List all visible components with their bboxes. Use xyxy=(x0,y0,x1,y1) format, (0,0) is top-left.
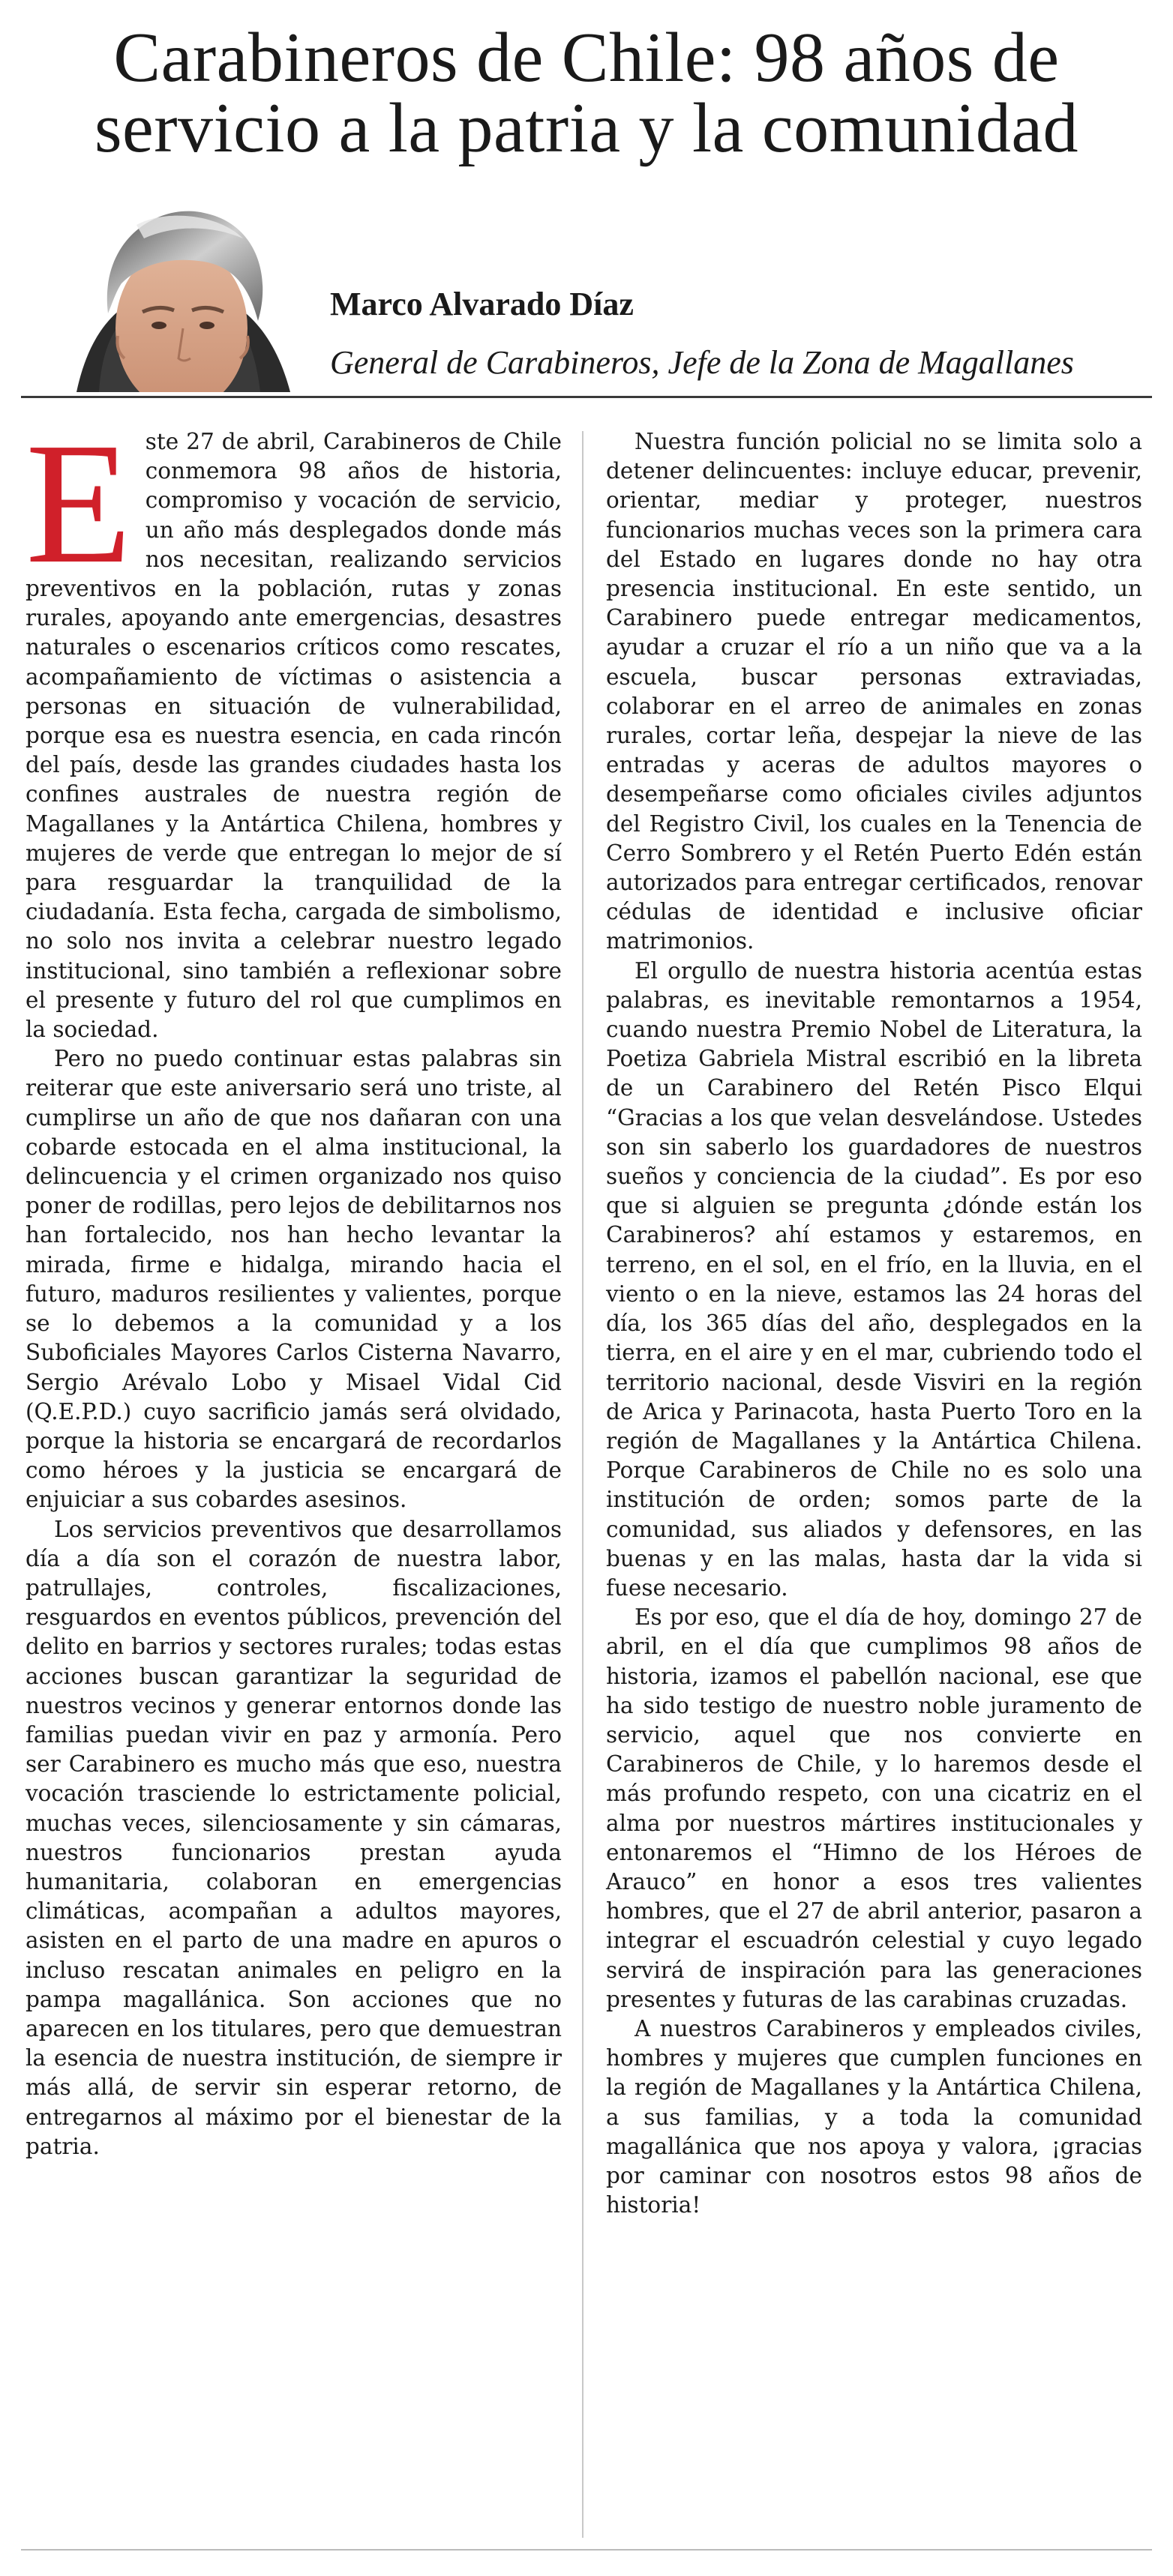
author-title: General de Carabineros, Jefe de la Zona de Magallanes xyxy=(330,344,1074,381)
author-photo xyxy=(46,208,316,392)
paragraph: Es por eso, que el día de hoy, domingo 27 de abril, en el día que cumplimos 98 años de historia, izamos el pabellón nacional, ese que ha sido testigo de nuestro noble juramento de servicio, aquel que nos convierte en Carabineros de Chile, y lo haremos desde el más profundo respeto, con una cicatriz en el alma por nuestros mártires institucionales y entonaremos el “Himno de los Héroes de Arauco” en honor a esos tres valientes hombres, que el 27 de abril anterior, pasaron a integrar el escuadrón celestial y cuyo legado servirá de inspiración para las generaciones presentes y futuras de las carabinas cruzadas. xyxy=(606,1604,1142,2012)
header-rule xyxy=(21,396,1152,398)
paragraph: Los servicios preventivos que desarrollamos día a día son el corazón de nuestra labor, patrullajes, controles, fiscalizaciones, resguardos en eventos públicos, prevención del delito en barrios y sectores rurales; todas estas acciones buscan garantizar la seguridad de nuestros vecinos y generar entornos donde las familias puedan vivir en paz y armonía. Pero ser Carabinero es mucho más que eso, nuestra vocación trasciende lo estrictamente policial, muchas veces, silenciosamente y sin cámaras, nuestros funcionarios prestan ayuda humanitaria, colaboran en emergencias climáticas, acompañan a adultos mayores, asisten en el parto de una madre en apuros o incluso rescatan animales en peligro en la pampa magallánica. Son acciones que no aparecen en los titulares, pero que demuestran la esencia de nuestra institución, de siempre ir más allá, de servir sin esperar retorno, de entregarnos al máximo por el bienestar de la patria. xyxy=(26,1516,562,2159)
author-name: Marco Alvarado Díaz xyxy=(330,286,634,322)
paragraph: Pero no puedo continuar estas palabras sin reiterar que este aniversario será uno triste, al cumplirse un año de que nos dañaran con una cobarde estocada en el alma institucional, la delincuencia y el crimen organizado nos quiso poner de rodillas, pero lejos de debilitarnos nos han fortalecido, nos han hecho levantar la mirada, firme e hidalga, mirando hacia el futuro, maduros resilientes y valientes, porque se lo debemos a la comunidad y a los Suboficiales Mayores Carlos Cisterna Navarro, Sergio Arévalo Lobo y Misael Vidal Cid (Q.E.P.D.) cuyo sacrificio jamás será olvidado, porque la historia se encargará de recordarlos como héroes y la justicia se encargará de enjuiciar a sus cobardes asesinos. xyxy=(26,1046,562,1513)
paragraph xyxy=(26,407,562,1044)
column-divider xyxy=(582,431,584,2538)
column-left xyxy=(26,407,562,2161)
paragraph: A nuestros Carabineros y empleados civiles, hombres y mujeres que cumplen funciones en la región de Magallanes y la Antártica Chilena, a sus familias, y a toda la comunidad magallánica que nos apoya y valora, ¡gracias por caminar con nosotros estos 98 años de historia! xyxy=(606,2015,1142,2218)
drop-cap: E xyxy=(26,407,132,600)
paragraph: Nuestra función policial no se limita solo a detener delincuentes: incluye educar, prevenir, orientar, mediar y proteger, nuestros funcionarios muchas veces son la primera cara del Estado en lugares donde no hay otra presencia institucional. En este sentido, un Carabinero puede entregar medicamentos, ayudar a cruzar el río a un niño que va a la escuela, buscar personas extraviadas, colaborar en el arreo de animales en zonas rurales, cortar leña, despejar la nieve de las entradas y aceras de adultos mayores o desempeñarse como oficiales civiles adjuntos del Registro Civil, los cuales en la Tenencia de Cerro Sombrero y el Retén Puerto Edén están autorizados para entregar certificados, renovar cédulas de identidad e inclusive oficiar matrimonios. xyxy=(606,429,1142,954)
column-right xyxy=(606,427,1142,2220)
paragraph: El orgullo de nuestra historia acentúa estas palabras, es inevitable remontarnos a 1954, cuando nuestra Premio Nobel de Literatura, la Poetiza Gabriela Mistral escribió en la libreta de un Carabinero del Retén Pisco Elqui “Gracias a los que velan desvelándose. Ustedes son sin saberlo los guardadores de nuestros sueños y conciencia de la ciudad”. Es por eso que si alguien se pregunta ¿dónde están los Carabineros? ahí estamos y estaremos, en terreno, en el sol, en el frío, en la lluvia, en el viento o en la nieve, estamos las 24 horas del día, los 365 días del año, desplegados en la tierra, en el aire y en el mar, cubriendo todo el territorio nacional, desde Visviri en la región de Arica y Parinacota, hasta Puerto Toro en la región de Magallanes y la Antártica Chilena. Porque Carabineros de Chile no es solo una institución de orden; somos parte de la comunidad, sus aliados y defensores, en las buenas y en las malas, hasta dar la vida si fuese necesario. xyxy=(606,957,1142,1601)
paragraph-text: ste 27 de abril, Carabineros de Chile conmemora 98 años de historia, compromiso y vocación de servicio, un año más desplegados donde más nos necesitan, realizando servicios preventivos en la población, rutas y zonas rurales, apoyando ante emergencias, desastres naturales o escenarios críticos como rescates, acompañamiento de víctimas o asistencia a personas en situación de vulnerabilidad, porque esa es nuestra esencia, en cada rincón del país, desde las grandes ciudades hasta los confines australes de nuestra región de Magallanes y la Antártica Chilena, hombres y mujeres de verde que entregan lo mejor de sí para resguardar la tranquilidad de la ciudadanía. Esta fecha, cargada de simbolismo, no solo nos invita a celebrar nuestro legado institucional, sino también a reflexionar sobre el presente y futuro del rol que cumplimos en la sociedad. xyxy=(26,429,562,1043)
footer-rule xyxy=(21,2549,1152,2551)
headline: Carabineros de Chile: 98 años de servicio a la patria y la comunidad xyxy=(94,19,1079,167)
